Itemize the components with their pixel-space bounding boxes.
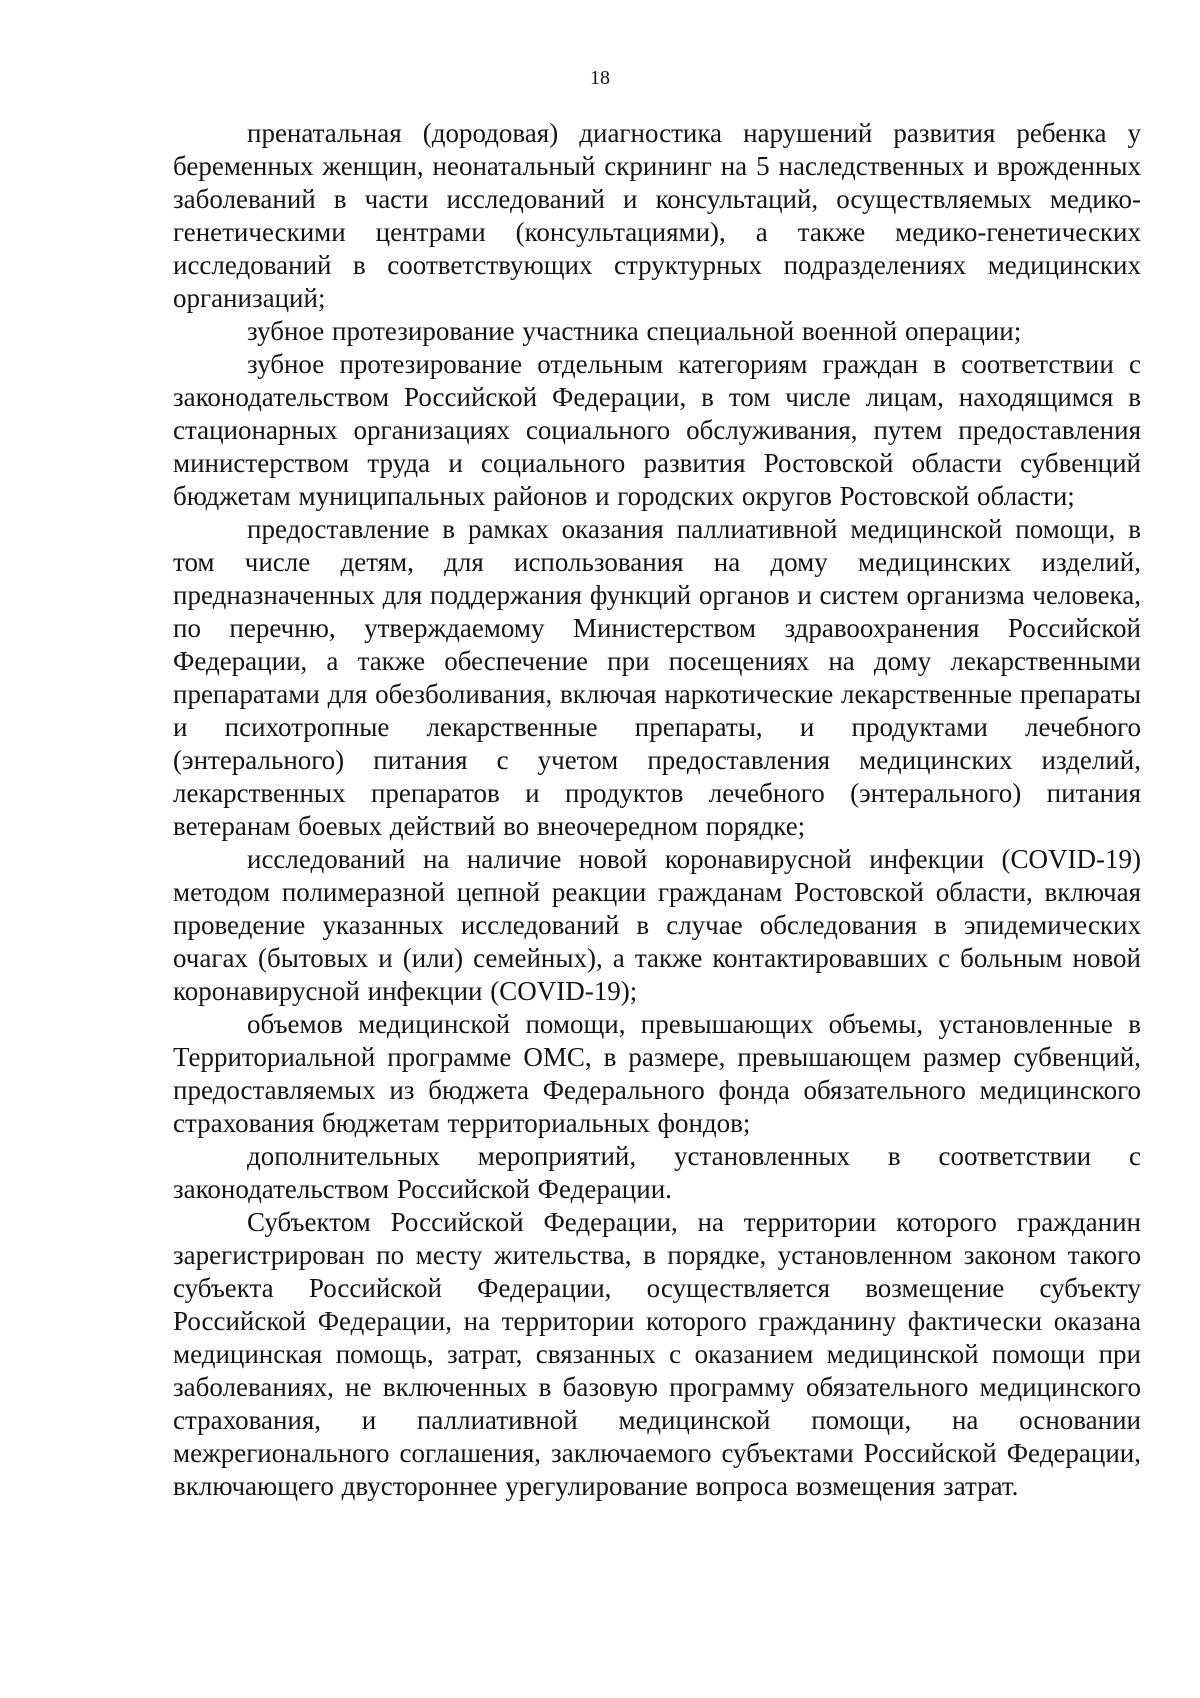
paragraph-palliative-care: предоставление в рамках оказания паллиативной медицинской помощи, в том числе детям, для использования на дому медицинских изделий, предназначенных для поддержания функций органов и систем организма человека, по перечню, утверждаемому Министерством здравоохранения Российской Федерации, а также обеспечение при посещениях на дому лекарственными препаратами для обезболивания, включая наркотические лекарственные препараты и психотропные лекарственные препараты, и продуктами лечебного (энтерального) питания с учетом предоставления медицинских изделий, лекарственных препаратов и продуктов лечебного (энтерального) питания ветеранам боевых действий во внеочередном порядке; <box>173 514 1141 841</box>
paragraph-covid-research: исследований на наличие новой коронавирусной инфекции (COVID-19) методом полимеразной цепной реакции гражданам Ростовской области, включая проведение указанных исследований в случае обследования в эпидемических очагах (бытовых и (или) семейных), а также контактировавших с больным новой коронавирусной инфекции (COVID-19); <box>173 844 1141 1006</box>
paragraph-additional-measures: дополнительных мероприятий, установленных в соответствии с законодательством Российской Федерации. <box>173 1141 1141 1204</box>
page-number: 18 <box>590 67 610 89</box>
paragraph-cost-compensation: Субъектом Российской Федерации, на территории которого гражданин зарегистрирован по месту жительства, в порядке, установленном законом такого субъекта Российской Федерации, осуществляется возмещение субъекту Российской Федерации, на территории которого гражданину фактически оказана медицинская помощь, затрат, связанных с оказанием медицинской помощи при заболеваниях, не включенных в базовую программу обязательного медицинского страхования, и паллиативной медицинской помощи, на основании межрегионального соглашения, заключаемого субъектами Российской Федерации, включающего двустороннее урегулирование вопроса возмещения затрат. <box>173 1207 1141 1501</box>
document-body <box>173 117 1141 1503</box>
paragraph-dental-svo: зубное протезирование участника специальной военной операции; <box>247 316 1022 346</box>
paragraph-prenatal-diagnostics: пренатальная (дородовая) диагностика нарушений развития ребенка у беременных женщин, неонатальный скрининг на 5 наследственных и врожденных заболеваний в части исследований и консультаций, осуществляемых медико-генетическими центрами (консультациями), а также медико-генетических исследований в соответствующих структурных подразделениях медицинских организаций; <box>173 118 1141 313</box>
paragraph-dental-categories: зубное протезирование отдельным категориям граждан в соответствии с законодательством Российской Федерации, в том числе лицам, находящимся в стационарных организациях социального обслуживания, путем предоставления министерством труда и социального развития Ростовской области субвенций бюджетам муниципальных районов и городских округов Ростовской области; <box>173 349 1141 511</box>
paragraph-oms-volumes: объемов медицинской помощи, превышающих объемы, установленные в Территориальной программе ОМС, в размере, превышающем размер субвенций, предоставляемых из бюджета Федерального фонда обязательного медицинского страхования бюджетам территориальных фондов; <box>173 1009 1141 1138</box>
